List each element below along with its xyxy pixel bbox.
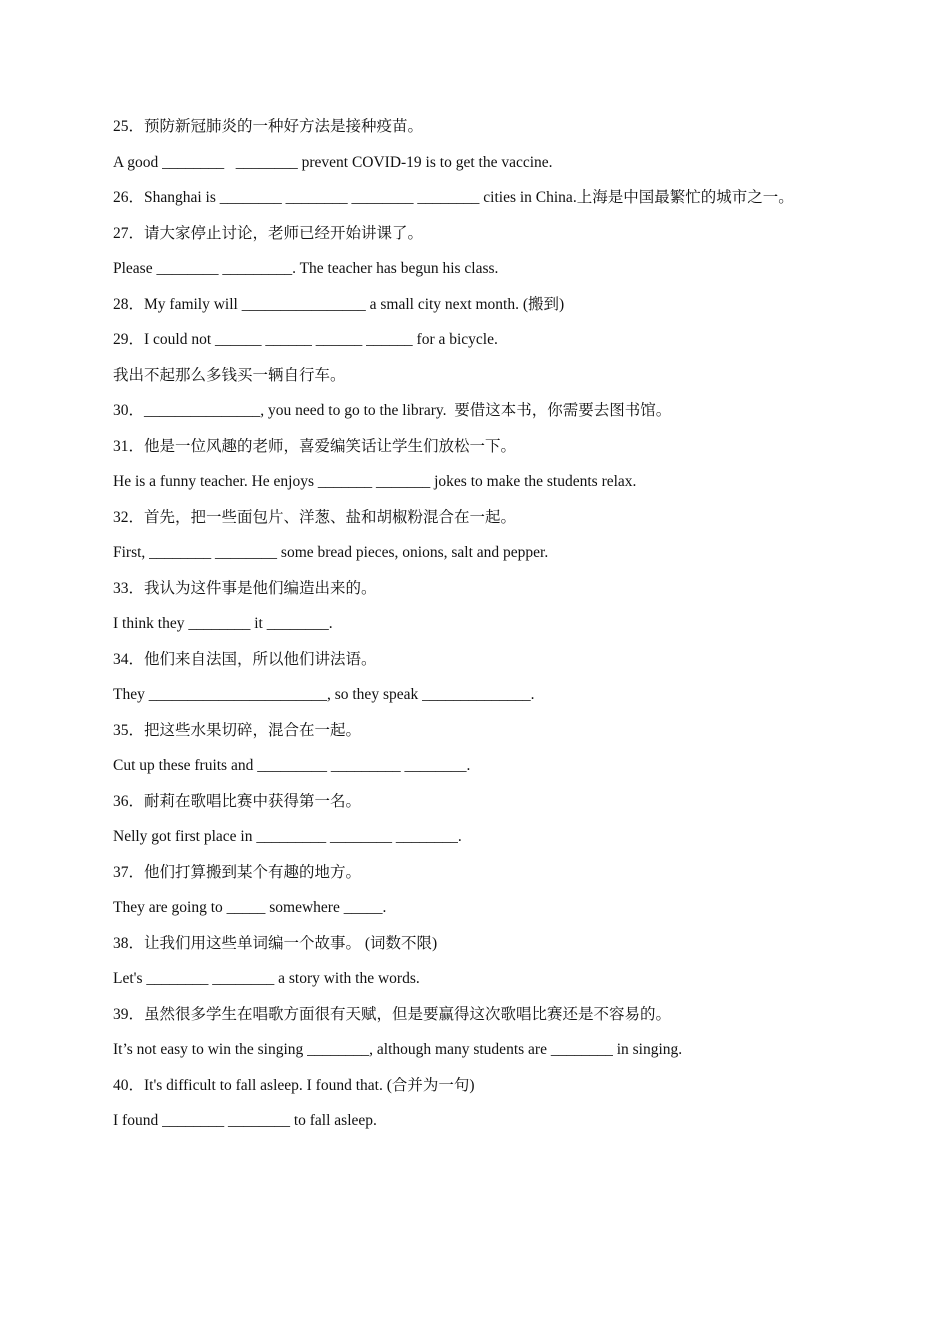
question-36-sentence: Nelly got first place in _________ ________ ________.: [113, 828, 462, 845]
question-25-prompt: 25．预防新冠肺炎的一种好方法是接种疫苗。: [113, 118, 424, 135]
question-39-prompt: 39．虽然很多学生在唱歌方面很有天赋，但是要赢得这次歌唱比赛还是不容易的。: [113, 1005, 672, 1023]
question-27-sentence: Please ________ _________. The teacher has begun his class.: [113, 260, 499, 277]
question-29-translation: 我出不起那么多钱买一辆自行车。: [113, 366, 346, 384]
question-33-prompt: 33．我认为这件事是他们编造出来的。: [113, 579, 377, 597]
question-28-sentence: 28．My family will ________________ a small city next month. (搬到): [113, 295, 565, 313]
question-31-sentence: He is a funny teacher. He enjoys _______ _______ jokes to make the students relax.: [113, 473, 637, 490]
question-26-sentence: 26．Shanghai is ________ ________ ________ ________ cities in China.上海是中国最繁忙的城市之一。: [113, 189, 794, 206]
question-38-prompt: 38．让我们用这些单词编一个故事。 (词数不限): [113, 934, 438, 952]
question-37-sentence: They are going to _____ somewhere _____.: [113, 899, 387, 916]
question-29-sentence: 29．I could not ______ ______ ______ ______ for a bicycle.: [113, 331, 498, 348]
question-37-prompt: 37．他们打算搬到某个有趣的地方。: [113, 863, 362, 881]
question-27-prompt: 27．请大家停止讨论，老师已经开始讲课了。: [113, 224, 424, 242]
exercise-list: [113, 114, 913, 1144]
question-32-sentence: First, ________ ________ some bread pieces, onions, salt and pepper.: [113, 544, 549, 561]
question-40-sentence: I found ________ ________ to fall asleep.: [113, 1112, 377, 1129]
question-34-prompt: 34．他们来自法国，所以他们讲法语。: [113, 650, 377, 668]
question-36-prompt: 36．耐莉在歌唱比赛中获得第一名。: [113, 792, 362, 810]
question-30-sentence: 30．_______________, you need to go to the library. 要借这本书，你需要去图书馆。: [113, 402, 672, 419]
question-25-sentence: A good ________ ________ prevent COVID-19 is to get the vaccine.: [113, 153, 553, 171]
question-32-prompt: 32．首先，把一些面包片、洋葱、盐和胡椒粉混合在一起。: [113, 508, 517, 526]
question-33-sentence: I think they ________ it ________.: [113, 615, 333, 632]
question-40-prompt: 40．It's difficult to fall asleep. I found that. (合并为一句): [113, 1076, 475, 1094]
question-31-prompt: 31．他是一位风趣的老师，喜爱编笑话让学生们放松一下。: [113, 437, 517, 455]
question-35-sentence: Cut up these fruits and _________ _________ ________.: [113, 757, 471, 774]
question-35-prompt: 35．把这些水果切碎，混合在一起。: [113, 721, 362, 739]
question-38-sentence: Let's ________ ________ a story with the words.: [113, 970, 420, 987]
question-39-sentence: It’s not easy to win the singing ________, although many students are ________ in singing.: [113, 1041, 683, 1058]
question-34-sentence: They _______________________, so they speak ______________.: [113, 686, 535, 703]
